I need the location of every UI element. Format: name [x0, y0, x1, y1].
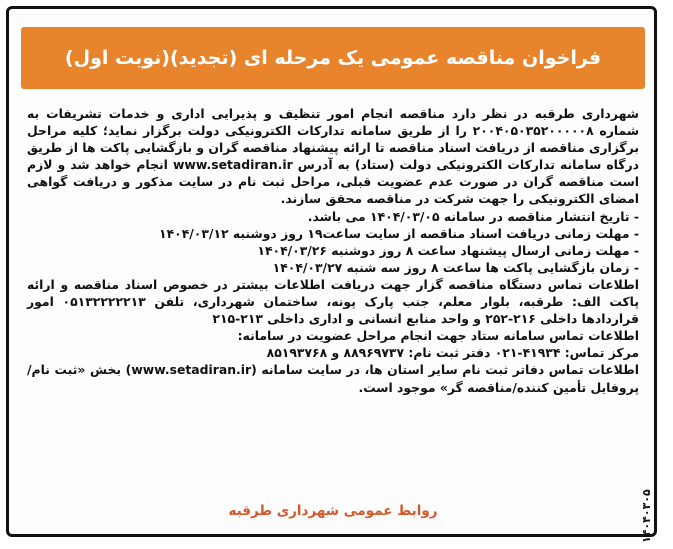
document-deadline-line: - مهلت زمانی دریافت اسناد مناقصه از سایت ساعت۱۹ روز دوشنبه ۱۴۰۴/۰۳/۱۲ [159, 225, 639, 241]
setad-contact-heading: اطلاعات تماس سامانه ستاد جهت انجام مراحل عضویت در سامانه: [237, 328, 639, 344]
notice-title: فراخوان مناقصه عمومی یک مرحله ای (تجدید)(نوبت اول) [64, 47, 602, 69]
provincial-offices-line: اطلاعات تماس دفاتر ثبت نام سایر استان ها، در سایت سامانه (www.setadiran.ir) بخش «ثبت نام/پروفایل تأمین کننده/مناقصه گر» موجود است. [27, 362, 639, 395]
side-code: ۱۴۰۴۰۳۰۵ [640, 489, 653, 543]
submission-deadline-line: - مهلت زمانی ارسال پیشنهاد ساعت ۸ روز دوشنبه ۱۴۰۴/۰۳/۲۶ [257, 242, 639, 258]
contact-info-paragraph: اطلاعات تماس دستگاه مناقصه گزار جهت دریافت اطلاعات بیشتر در خصوص اسناد مناقصه و ارائه پاکت الف: طرقبه، بلوار معلم، جنب پارک پونه، ساختمان شهرداری، تلفن ۰۵۱۳۲۲۲۲۲۱۳ امور قراردادها داخلی ۲۱۶-۲۵۲ و واحد منابع انسانی و اداری داخلی ۲۱۳-۲۱۵ [27, 276, 639, 327]
publish-date-line: - تاریخ انتشار مناقصه در سامانه ۱۴۰۴/۰۳/۰۵ می باشد. [307, 208, 639, 224]
notice-header [21, 27, 645, 89]
opening-time-line: - زمان بازگشایی پاکت ها ساعت ۸ روز سه شنبه ۱۴۰۴/۰۳/۲۷ [272, 259, 639, 275]
notice-body [27, 105, 639, 396]
signature: روابط عمومی شهرداری طرقبه [228, 503, 438, 519]
call-center-line: مرکز تماس: ۴۱۹۳۴-۰۲۱ دفتر ثبت نام: ۸۸۹۶۹۷۳۷ و ۸۵۱۹۳۷۶۸ [266, 345, 639, 361]
intro-paragraph: شهرداری طرقبه در نظر دارد مناقصه انجام امور تنظیف و پذیرایی اداری و خدمات تشریفات به شماره ۲۰۰۴۰۵۰۳۵۲۰۰۰۰۰۸ را از طریق سامانه تدارکات الکترونیکی دولت برگزار نماید؛ کلیه مراحل برگزاری مناقصه از دریافت اسناد مناقصه تا ارائه پیشنهاد مناقصه گران و بازگشایی پاکت ها از طریق درگاه سامانه تدارکات الکترونیکی دولت (ستاد) به آدرس www.setadiran.ir انجام خواهد شد و لازم است مناقصه گران در صورت عدم عضویت قبلی، مراحل ثبت نام در سایت مذکور و دریافت گواهی امضای الکترونیکی را جهت شرکت در مناقصه محقق سازند. [27, 106, 640, 207]
notice-frame [6, 6, 657, 543]
